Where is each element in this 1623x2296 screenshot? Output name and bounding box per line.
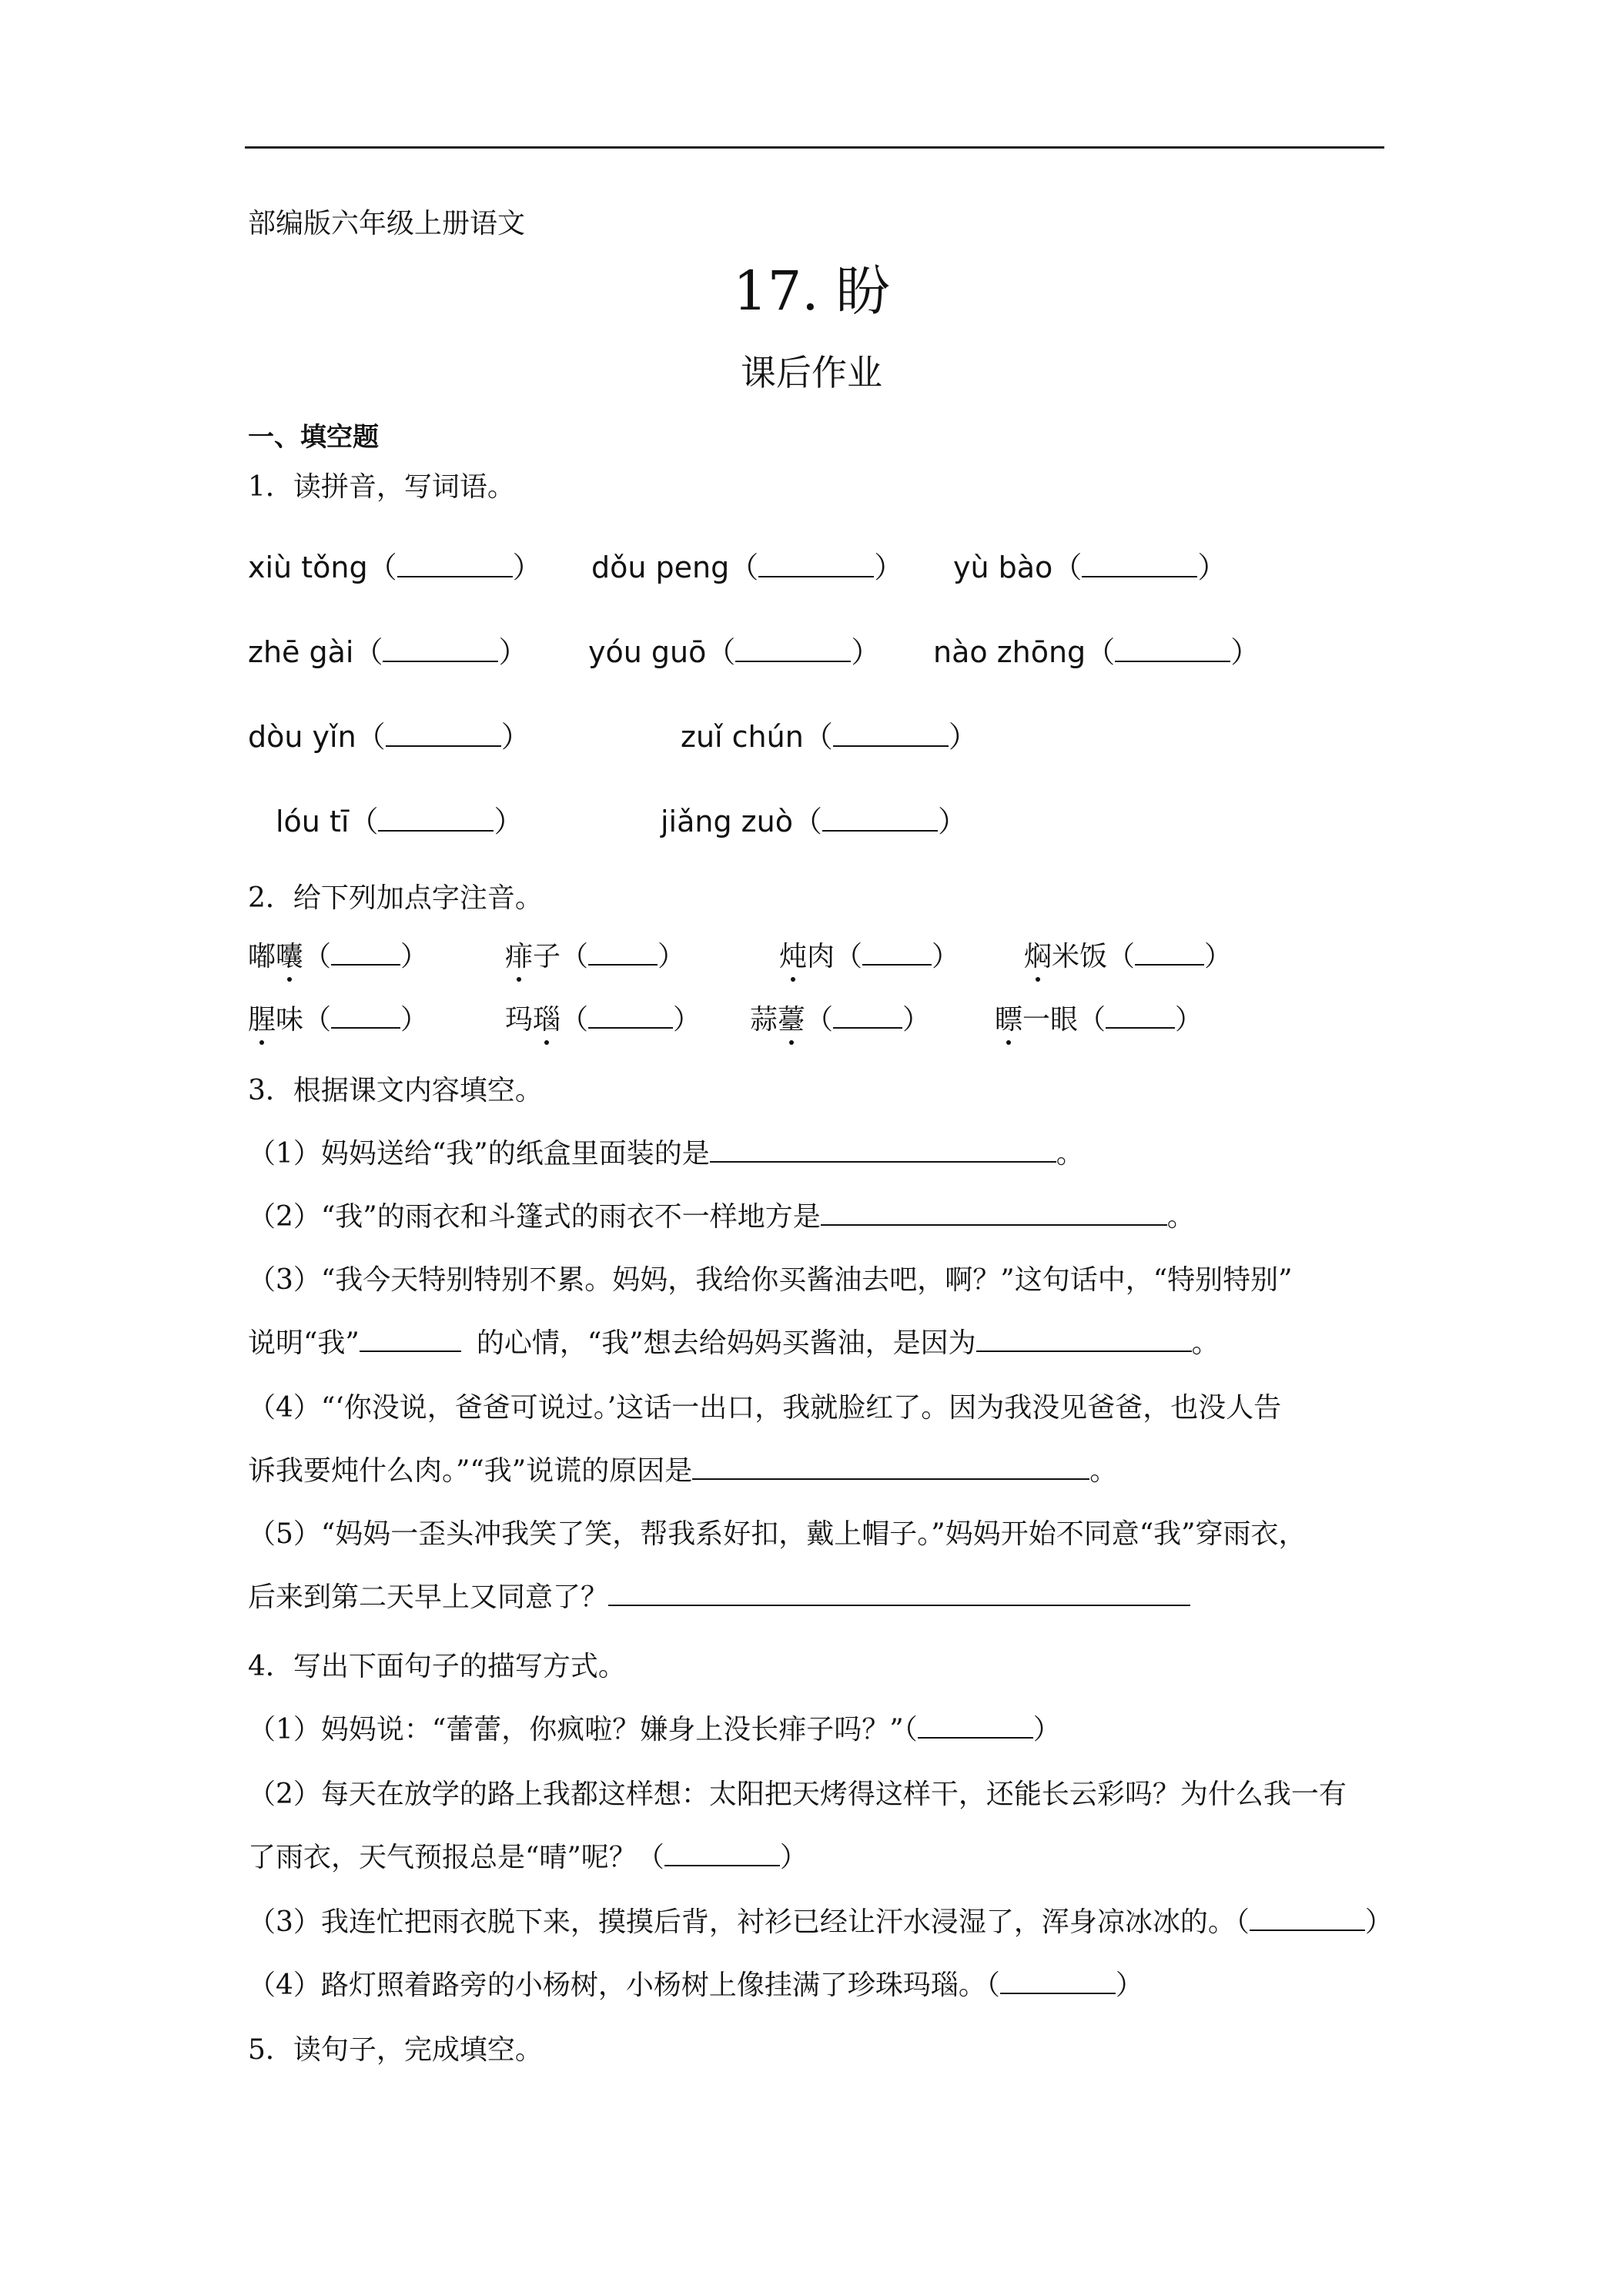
answer-blank[interactable] [918, 1711, 1033, 1739]
answer-blank[interactable] [608, 1578, 1190, 1606]
q3-line: （3）“我今天特别特别不累。妈妈，我给你买酱油去吧，啊？”这句话中，“特别特别” [248, 1264, 1293, 1296]
answer-blank[interactable] [331, 938, 400, 966]
answer-blank[interactable] [735, 634, 851, 662]
pinyin-item: nào zhōng（ ） [933, 635, 1260, 669]
pinyin-item: dòu yǐn（ ） [248, 720, 530, 754]
pinyin-text: zhē gài [248, 635, 354, 669]
answer-blank[interactable] [588, 938, 658, 966]
answer-blank[interactable] [1082, 550, 1197, 577]
answer-blank[interactable] [360, 1324, 461, 1352]
answer-blank[interactable] [710, 1135, 1056, 1163]
page-title: 17. 盼 [733, 259, 890, 323]
pinyin-text: yóu guō [588, 635, 707, 669]
q3-line: 后来到第二天早上又同意了？ [248, 1575, 1190, 1615]
q3-line: （4）“‘你没说，爸爸可说过。’这话一出口，我就脸红了。因为我没见爸爸，也没人告 [248, 1392, 1282, 1424]
answer-blank[interactable] [1115, 634, 1230, 662]
pinyin-item: zuǐ chún（ ） [681, 720, 978, 754]
pinyin-item: lóu tī（ ） [276, 805, 524, 838]
pinyin-item: xiù tǒng（ ） [248, 551, 542, 584]
answer-blank[interactable] [976, 1324, 1192, 1352]
q4-line: （2）每天在放学的路上我都这样想：太阳把天烤得这样干，还能长云彩吗？为什么我一有 [248, 1779, 1347, 1810]
answer-blank[interactable] [383, 634, 498, 662]
pinyin-text: lóu tī [276, 805, 350, 838]
pinyin-text: jiǎng zuò [661, 805, 793, 838]
answer-blank[interactable] [821, 1198, 1167, 1226]
pinyin-item: yóu guō（ ） [588, 635, 881, 669]
pinyin-text: xiù tǒng [248, 551, 368, 584]
answer-blank[interactable] [588, 1001, 673, 1029]
answer-blank[interactable] [1250, 1903, 1365, 1931]
pinyin-item: jiǎng zuò（ ） [661, 805, 967, 838]
q3-line: （2）“我”的雨衣和斗篷式的雨衣不一样地方是 。 [248, 1195, 1195, 1234]
q4-line: （4）路灯照着路旁的小杨树，小杨树上像挂满了珍珠玛瑙。（ ） [248, 1963, 1143, 2003]
answer-blank[interactable] [758, 550, 874, 577]
q4-line: （1）妈妈说：“蕾蕾，你疯啦？嫌身上没长痱子吗？”（ ） [248, 1708, 1061, 1747]
page-subtitle: 课后作业 [741, 352, 882, 393]
dotted-item: 蒜薹（ ） [750, 998, 930, 1037]
answer-blank[interactable] [833, 1001, 902, 1029]
subject-label: 部编版六年级上册语文 [248, 208, 526, 239]
q4-prompt: 4．写出下面句子的描写方式。 [248, 1651, 626, 1682]
pinyin-text: dǒu peng [591, 551, 730, 584]
q5-prompt: 5．读句子，完成填空。 [248, 2034, 543, 2066]
q3-prompt: 3．根据课文内容填空。 [248, 1075, 543, 1106]
pinyin-text: dòu yǐn [248, 720, 356, 754]
answer-blank[interactable] [833, 719, 949, 747]
q4-line: 了雨衣，天气预报总是“晴”呢？（ ） [248, 1836, 808, 1875]
q4-line: （3）我连忙把雨衣脱下来，摸摸后背，衬衫已经让汗水浸湿了，浑身凉冰冰的。（ ） [248, 1900, 1393, 1940]
dotted-item: 玛瑙（ ） [505, 998, 701, 1037]
answer-blank[interactable] [692, 1452, 1089, 1480]
answer-blank[interactable] [1135, 938, 1204, 966]
answer-blank[interactable] [862, 938, 932, 966]
q1-prompt: 1．读拼音，写词语。 [248, 471, 515, 503]
dotted-item: 嘟囔（ ） [248, 935, 428, 974]
answer-blank[interactable] [397, 550, 513, 577]
pinyin-item: zhē gài（ ） [248, 635, 528, 669]
q2-prompt: 2．给下列加点字注音。 [248, 882, 543, 914]
answer-blank[interactable] [664, 1839, 780, 1866]
answer-blank[interactable] [331, 1001, 400, 1029]
pinyin-item: dǒu peng（ ） [591, 551, 904, 584]
pinyin-item: yù bào（ ） [953, 551, 1227, 584]
dotted-item: 瞟一眼（ ） [995, 998, 1203, 1037]
answer-blank[interactable] [386, 719, 501, 747]
pinyin-text: yù bào [953, 551, 1053, 584]
header-rule [245, 146, 1384, 149]
dotted-item: 腥味（ ） [248, 998, 428, 1037]
answer-blank[interactable] [822, 804, 938, 832]
q3-line: （5）“妈妈一歪头冲我笑了笑，帮我系好扣，戴上帽子。”妈妈开始不同意“我”穿雨衣， [248, 1518, 1307, 1550]
pinyin-text: zuǐ chún [681, 720, 804, 754]
dotted-item: 炖肉（ ） [779, 935, 959, 974]
answer-blank[interactable] [378, 804, 494, 832]
pinyin-text: nào zhōng [933, 635, 1086, 669]
dotted-item: 焖米饭（ ） [1024, 935, 1232, 974]
q3-line: （1）妈妈送给“我”的纸盒里面装的是 。 [248, 1132, 1084, 1171]
section-heading: 一、填空题 [248, 422, 379, 453]
q3-line: 说明“我” 的心情，“我”想去给妈妈买酱油，是因为 。 [248, 1321, 1220, 1361]
q3-line: 诉我要炖什么肉。”“我”说谎的原因是 。 [248, 1449, 1117, 1488]
dotted-item: 痱子（ ） [505, 935, 685, 974]
answer-blank[interactable] [1000, 1966, 1116, 1994]
answer-blank[interactable] [1106, 1001, 1175, 1029]
